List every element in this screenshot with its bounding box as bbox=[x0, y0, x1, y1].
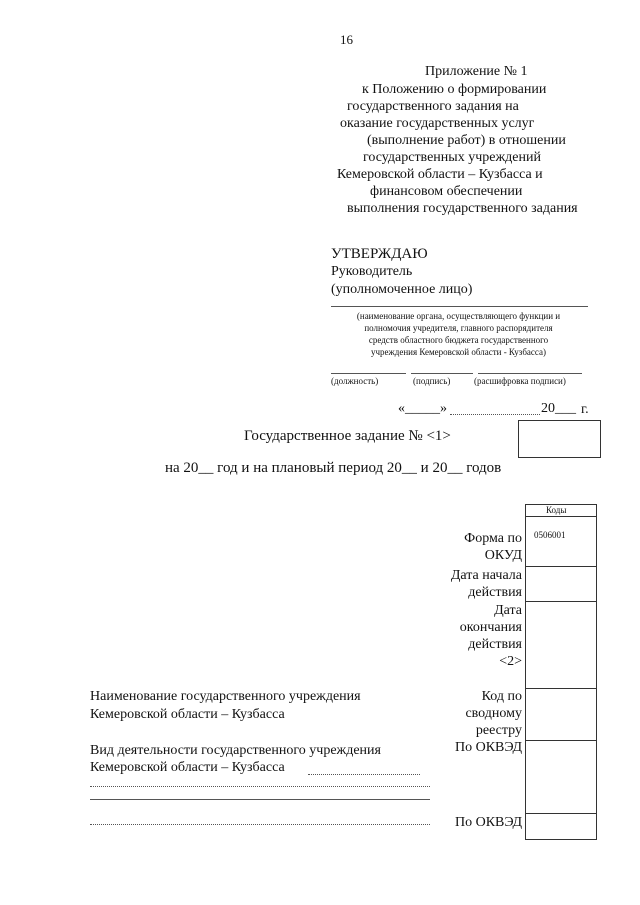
org-caption-4: учреждения Кемеровской области - Кузбасса) bbox=[371, 347, 546, 357]
signature-line bbox=[411, 373, 473, 374]
appendix-line-3: государственного задания на bbox=[347, 99, 519, 114]
decoding-line bbox=[478, 373, 582, 374]
approval-title: УТВЕРЖДАЮ bbox=[331, 246, 428, 262]
codes-table bbox=[525, 504, 597, 840]
codes-row-divider bbox=[526, 813, 596, 814]
org-caption-3: средств областного бюджета государственного bbox=[368, 335, 549, 345]
appendix-line-8: финансовом обеспечении bbox=[370, 184, 523, 199]
appendix-line-4: оказание государственных услуг bbox=[340, 116, 535, 131]
signature-caption: (подпись) bbox=[413, 376, 451, 386]
end-date-label-1: Дата bbox=[494, 603, 522, 618]
appendix-line-6: государственных учреждений bbox=[363, 150, 541, 165]
okud-value: 0506001 bbox=[534, 530, 566, 540]
activity-line-4 bbox=[90, 824, 430, 825]
okud-label-2: ОКУД bbox=[484, 548, 522, 563]
org-caption-2: полномочия учредителя, главного распорядителя bbox=[364, 323, 553, 333]
appendix-line-1: Приложение № 1 bbox=[425, 64, 528, 79]
codes-header: Коды bbox=[546, 505, 567, 515]
codes-row-divider bbox=[526, 566, 596, 567]
assignment-number-box bbox=[518, 420, 601, 458]
approval-date-suffix: г. bbox=[581, 402, 589, 417]
start-date-label-1: Дата начала bbox=[450, 568, 522, 583]
approval-date-month-line bbox=[450, 414, 540, 415]
start-date-label-2: действия bbox=[468, 585, 522, 600]
end-date-label-4: <2> bbox=[499, 654, 522, 669]
approval-date-year: 20___ bbox=[541, 401, 576, 416]
page-number: 16 bbox=[340, 32, 353, 47]
codes-row-divider bbox=[526, 601, 596, 602]
assignment-title: Государственное задание № <1> bbox=[244, 428, 451, 444]
activity-fill-line bbox=[308, 774, 420, 775]
registry-label-3: реестру bbox=[475, 723, 522, 738]
institution-name-label-2: Кемеровской области – Кузбасса bbox=[90, 707, 285, 722]
okved-label-2: По ОКВЭД bbox=[454, 815, 522, 830]
approval-date-day: «_____» bbox=[398, 401, 447, 416]
assignment-period: на 20__ год и на плановый период 20__ и 20__ годов bbox=[165, 460, 502, 476]
appendix-line-5: (выполнение работ) в отношении bbox=[367, 133, 566, 148]
codes-row-divider bbox=[526, 688, 596, 689]
approval-head: Руководитель bbox=[331, 264, 413, 279]
codes-row-divider bbox=[526, 516, 596, 517]
appendix-line-2: к Положению о формировании bbox=[362, 82, 547, 97]
end-date-label-2: окончания bbox=[459, 620, 522, 635]
activity-line-3 bbox=[90, 799, 430, 800]
position-caption: (должность) bbox=[331, 376, 379, 386]
end-date-label-3: действия bbox=[468, 637, 522, 652]
institution-name-label-1: Наименование государственного учреждения bbox=[90, 689, 361, 704]
decoding-caption: (расшифровка подписи) bbox=[474, 376, 566, 386]
okved-label: По ОКВЭД bbox=[454, 740, 522, 755]
registry-label-1: Код по bbox=[481, 689, 522, 704]
registry-label-2: сводному bbox=[465, 706, 522, 721]
activity-label-1: Вид деятельности государственного учреждения bbox=[90, 743, 381, 758]
activity-label-2: Кемеровской области – Кузбасса bbox=[90, 760, 285, 775]
codes-row-divider bbox=[526, 740, 596, 741]
appendix-line-9: выполнения государственного задания bbox=[347, 201, 578, 216]
okud-label-1: Форма по bbox=[464, 531, 522, 546]
org-signature-line bbox=[331, 306, 588, 307]
approval-authorized: (уполномоченное лицо) bbox=[331, 282, 473, 297]
activity-line-2 bbox=[90, 786, 430, 787]
org-caption-1: (наименование органа, осуществляющего функции и bbox=[356, 311, 561, 321]
position-line bbox=[331, 373, 406, 374]
appendix-line-7: Кемеровской области – Кузбасса и bbox=[337, 167, 543, 182]
